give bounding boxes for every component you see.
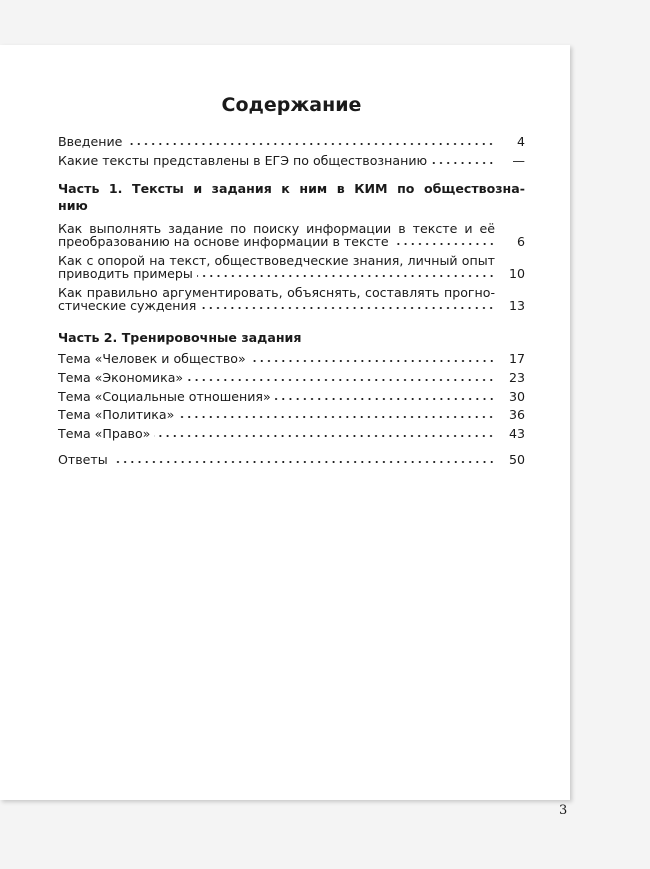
toc-entry-text: Часть 2. Тренировочные задания	[58, 330, 302, 345]
dot-leader	[250, 353, 495, 363]
page-number: 3	[559, 803, 568, 818]
toc-heading	[58, 181, 525, 213]
dot-leader	[393, 236, 495, 246]
dot-leader	[154, 428, 495, 438]
dot-leader	[431, 155, 495, 165]
toc-entry-text: Тема «Экономика»	[58, 370, 184, 385]
toc-entry-text: Тема «Социальные отношения»	[58, 389, 271, 404]
toc-entry-text: Как с опорой на текст, обществоведческие знания, личный опыт	[58, 253, 495, 268]
toc-entry	[58, 153, 525, 168]
toc-page-number: —	[512, 153, 525, 168]
toc-entry-text: Какие тексты представлены в ЕГЭ по обществознанию	[58, 153, 428, 168]
toc-page-number: 30	[508, 389, 525, 404]
toc-entry	[58, 370, 525, 385]
toc-entry	[58, 452, 525, 467]
toc-entry	[58, 426, 525, 441]
toc-entry-text: Как правильно аргументировать, объяснять, составлять прогно-	[58, 285, 495, 300]
toc-entry-text: приводить примеры	[58, 266, 193, 281]
toc-entry-text: Тема «Политика»	[58, 407, 175, 422]
toc-page-number: 23	[508, 370, 525, 385]
toc-entry	[58, 407, 525, 422]
toc-entry	[58, 285, 525, 313]
toc-page-number: 17	[508, 351, 525, 366]
toc-entry-text: Ответы	[58, 452, 108, 467]
toc-entry	[58, 351, 525, 366]
dot-leader	[200, 300, 495, 310]
toc-entry	[58, 134, 525, 149]
toc-entry-text: Тема «Человек и общество»	[58, 351, 246, 366]
toc-page-number: 43	[508, 426, 525, 441]
page-title: Содержание	[221, 94, 362, 116]
toc-page-number: 6	[516, 234, 525, 249]
toc-heading	[58, 330, 525, 345]
toc-entry-text: Как выполнять задание по поиску информации в тексте и её	[58, 221, 495, 236]
toc-entry	[58, 389, 525, 404]
dot-leader	[126, 136, 495, 146]
toc-entry-text: Введение	[58, 134, 123, 149]
toc-entry-text: Часть 1. Тексты и задания к ним в КИМ по обществозна-	[58, 181, 525, 196]
toc-page-number: 4	[516, 134, 525, 149]
toc-page-number: 13	[508, 298, 525, 313]
toc-page-number: 36	[508, 407, 525, 422]
dot-leader	[275, 391, 495, 401]
toc-entry	[58, 221, 525, 249]
toc-page-number: 50	[508, 452, 525, 467]
dot-leader	[112, 454, 495, 464]
toc-page-number: 10	[508, 266, 525, 281]
dot-leader	[187, 372, 495, 382]
dot-leader	[197, 268, 495, 278]
toc-entry-text: стические суждения	[58, 298, 197, 313]
dot-leader	[178, 409, 495, 419]
toc-entry	[58, 253, 525, 281]
toc-entry-text: нию	[58, 198, 88, 213]
toc-entry-text: Тема «Право»	[58, 426, 151, 441]
toc-entry-text: преобразованию на основе информации в тексте	[58, 234, 389, 249]
